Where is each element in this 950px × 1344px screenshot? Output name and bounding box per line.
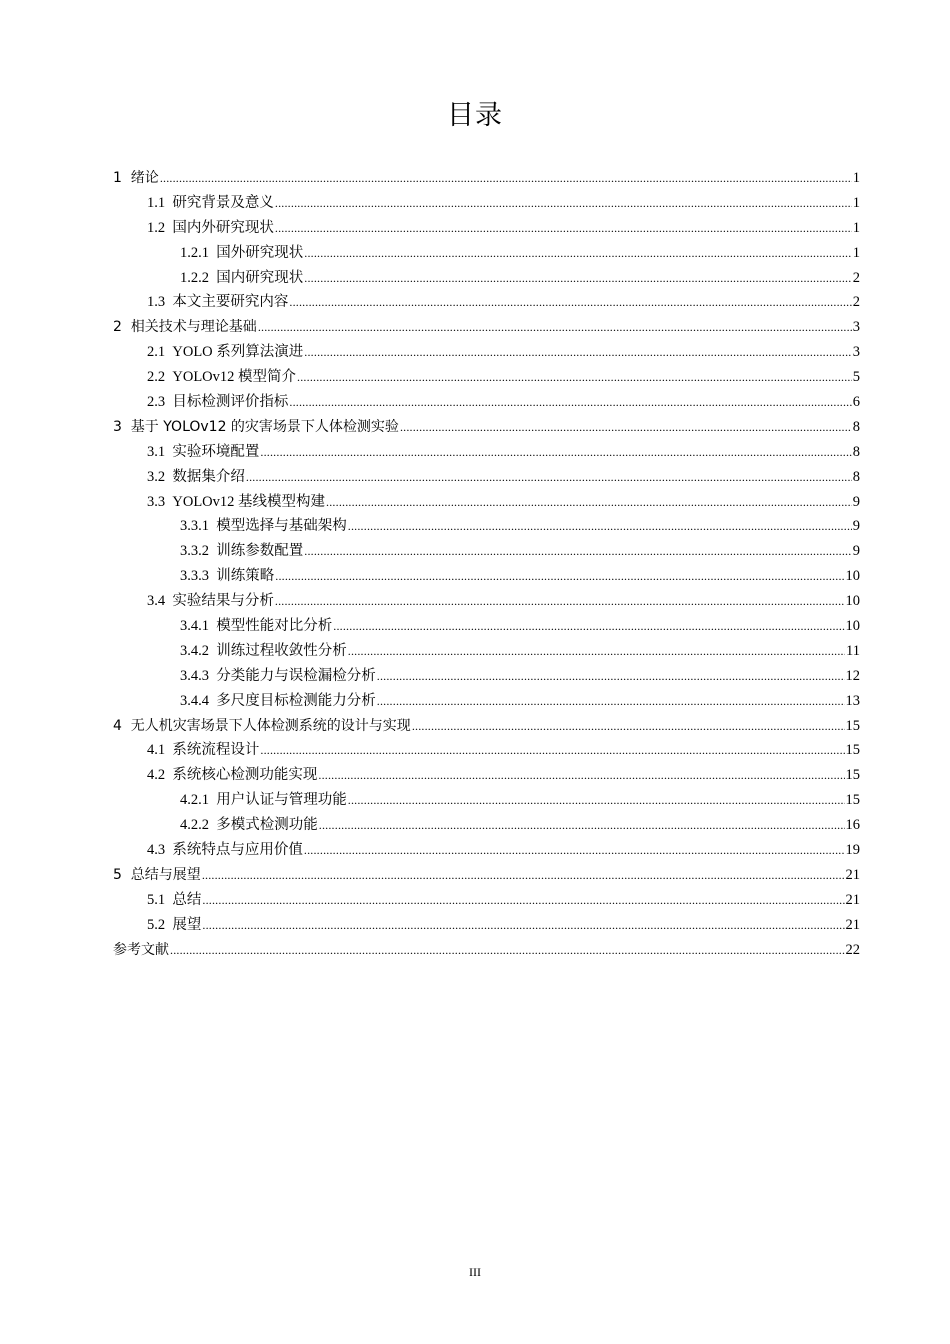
toc-entry-page: 9 — [852, 518, 860, 535]
toc-entry[interactable] — [113, 664, 860, 689]
toc-entry-page: 8 — [852, 468, 860, 485]
toc-entry[interactable] — [113, 714, 860, 739]
toc-entry[interactable] — [113, 440, 860, 465]
toc-entry[interactable] — [113, 938, 860, 963]
toc-entry-page: 1 — [852, 170, 860, 186]
toc-entry[interactable] — [113, 689, 860, 714]
toc-dot-leader — [304, 838, 845, 863]
toc-dot-leader — [260, 738, 844, 763]
toc-entry-page: 19 — [845, 842, 860, 859]
toc-entry-title: 1.2 国内外研究现状 — [147, 219, 274, 236]
footer-page-number: III — [469, 1265, 481, 1279]
toc-entry-page: 8 — [852, 443, 860, 460]
toc-entry-title: 4.3 系统特点与应用价值 — [147, 842, 303, 859]
toc-entry-title: 3.4.4 多尺度目标检测能力分析 — [180, 692, 376, 709]
toc-entry-page: 15 — [845, 792, 860, 809]
toc-entry[interactable] — [113, 589, 860, 614]
toc-dot-leader — [202, 888, 844, 913]
toc-dot-leader — [258, 315, 852, 340]
toc-dot-leader — [275, 564, 844, 589]
toc-entry[interactable] — [113, 838, 860, 863]
toc-dot-leader — [348, 788, 845, 813]
page-title: 目录 — [447, 100, 503, 131]
toc-entry-title: 4.1 系统流程设计 — [147, 742, 260, 759]
toc-entry-title: 4.2 系统核心检测功能实现 — [147, 767, 318, 784]
toc-entry-page: 10 — [845, 593, 860, 610]
toc-dot-leader — [260, 440, 851, 465]
toc-entry-title: 3.3 YOLOv12 基线模型构建 — [147, 493, 326, 510]
toc-entry-page: 3 — [852, 319, 860, 336]
toc-entry[interactable] — [113, 888, 860, 913]
toc-entry-page: 2 — [852, 269, 860, 286]
toc-dot-leader — [246, 465, 852, 490]
toc-entry[interactable] — [113, 913, 860, 938]
toc-dot-leader — [377, 664, 845, 689]
toc-entry-title: 3 基于 YOLOv12 的灾害场景下人体检测实验 — [113, 418, 399, 435]
toc-dot-leader — [275, 589, 845, 614]
toc-entry-page: 15 — [845, 717, 860, 734]
toc-entry[interactable] — [113, 315, 860, 340]
toc-dot-leader — [275, 216, 852, 241]
toc-entry[interactable] — [113, 614, 860, 639]
toc-entry-page: 21 — [845, 866, 860, 883]
toc-entry-title: 参考文献 — [113, 941, 169, 958]
toc-entry[interactable] — [113, 415, 860, 440]
toc-entry[interactable] — [113, 390, 860, 415]
toc-entry[interactable] — [113, 514, 860, 539]
toc-entry-page: 10 — [845, 618, 860, 635]
toc-entry-page: 9 — [852, 493, 860, 510]
toc-entry-title: 3.3.1 模型选择与基础架构 — [180, 518, 347, 535]
toc-entry-title: 5 总结与展望 — [113, 866, 201, 883]
toc-entry-title: 2.1 YOLO 系列算法演进 — [147, 344, 304, 361]
toc-dot-leader — [348, 514, 852, 539]
toc-entry-page: 13 — [845, 692, 860, 709]
toc-entry[interactable] — [113, 216, 860, 241]
toc-dot-leader — [160, 166, 852, 191]
toc-entry-page: 1 — [852, 219, 860, 236]
toc-entry[interactable] — [113, 639, 860, 664]
toc-entry[interactable] — [113, 365, 860, 390]
toc-entry-page: 1 — [852, 194, 860, 211]
toc-entry[interactable] — [113, 241, 860, 266]
toc-entry-page: 21 — [845, 891, 860, 908]
toc-dot-leader — [275, 191, 852, 216]
toc-dot-leader — [333, 614, 844, 639]
toc-dot-leader — [377, 689, 845, 714]
toc-entry-title: 1.1 研究背景及意义 — [147, 194, 274, 211]
toc-entry-page: 10 — [845, 568, 860, 585]
toc-entry-page: 22 — [845, 941, 860, 958]
toc-entry-page: 11 — [846, 642, 860, 659]
toc-entry-page: 6 — [852, 394, 860, 411]
toc-dot-leader — [304, 241, 852, 266]
toc-entry-title: 5.2 展望 — [147, 916, 202, 933]
toc-entry[interactable] — [113, 763, 860, 788]
toc-entry-title: 3.4.2 训练过程收敛性分析 — [180, 642, 347, 659]
toc-entry-title: 4.2.2 多模式检测功能 — [180, 817, 318, 834]
toc-entry-title: 3.2 数据集介绍 — [147, 468, 245, 485]
toc-entry-title: 3.3.3 训练策略 — [180, 568, 275, 585]
toc-entry[interactable] — [113, 266, 860, 291]
toc-entry-page: 15 — [845, 742, 860, 759]
toc-entry[interactable] — [113, 290, 860, 315]
toc-entry-title: 1 绪论 — [113, 170, 159, 186]
toc-entry-page: 21 — [845, 916, 860, 933]
toc-entry-page: 3 — [852, 344, 860, 361]
toc-entry-title: 2.2 YOLOv12 模型简介 — [147, 369, 297, 386]
toc-entry-title: 3.4 实验结果与分析 — [147, 593, 274, 610]
toc-dot-leader — [412, 714, 845, 739]
toc-dot-leader — [400, 415, 852, 440]
toc-entry[interactable] — [113, 813, 860, 838]
toc-entry-title: 1.2.1 国外研究现状 — [180, 244, 304, 261]
toc-entry-page: 15 — [845, 767, 860, 784]
toc-dot-leader — [319, 813, 845, 838]
toc-entry-page: 2 — [852, 294, 860, 311]
toc-entry-title: 4.2.1 用户认证与管理功能 — [180, 792, 347, 809]
toc-dot-leader — [202, 913, 844, 938]
toc-entry-title: 3.3.2 训练参数配置 — [180, 543, 304, 560]
table-of-contents — [113, 166, 860, 963]
toc-dot-leader — [289, 290, 851, 315]
toc-entry[interactable] — [113, 340, 860, 365]
toc-dot-leader — [289, 390, 851, 415]
toc-entry[interactable] — [113, 564, 860, 589]
toc-entry-page: 5 — [852, 369, 860, 386]
toc-dot-leader — [304, 539, 852, 564]
toc-entry-title: 3.1 实验环境配置 — [147, 443, 260, 460]
toc-entry-page: 8 — [852, 418, 860, 435]
toc-entry-title: 4 无人机灾害场景下人体检测系统的设计与实现 — [113, 717, 411, 734]
toc-dot-leader — [348, 639, 845, 664]
toc-entry[interactable] — [113, 863, 860, 888]
toc-entry-page: 9 — [852, 543, 860, 560]
toc-dot-leader — [318, 763, 844, 788]
toc-entry[interactable] — [113, 539, 860, 564]
toc-dot-leader — [304, 340, 851, 365]
toc-entry[interactable] — [113, 191, 860, 216]
toc-entry-title: 3.4.1 模型性能对比分析 — [180, 618, 333, 635]
toc-entry[interactable] — [113, 166, 860, 191]
toc-entry-title: 1.3 本文主要研究内容 — [147, 294, 289, 311]
toc-dot-leader — [202, 863, 845, 888]
toc-entry[interactable] — [113, 738, 860, 763]
toc-entry[interactable] — [113, 490, 860, 515]
toc-entry-title: 1.2.2 国内研究现状 — [180, 269, 304, 286]
toc-entry[interactable] — [113, 465, 860, 490]
toc-dot-leader — [304, 266, 852, 291]
toc-entry-page: 12 — [845, 667, 860, 684]
toc-dot-leader — [170, 938, 845, 963]
toc-entry[interactable] — [113, 788, 860, 813]
toc-entry-page: 1 — [852, 244, 860, 261]
toc-entry-title: 2.3 目标检测评价指标 — [147, 394, 289, 411]
toc-dot-leader — [326, 490, 852, 515]
toc-entry-title: 3.4.3 分类能力与误检漏检分析 — [180, 667, 376, 684]
toc-dot-leader — [297, 365, 852, 390]
toc-entry-title: 5.1 总结 — [147, 891, 202, 908]
toc-entry-page: 16 — [845, 817, 860, 834]
toc-entry-title: 2 相关技术与理论基础 — [113, 319, 257, 336]
